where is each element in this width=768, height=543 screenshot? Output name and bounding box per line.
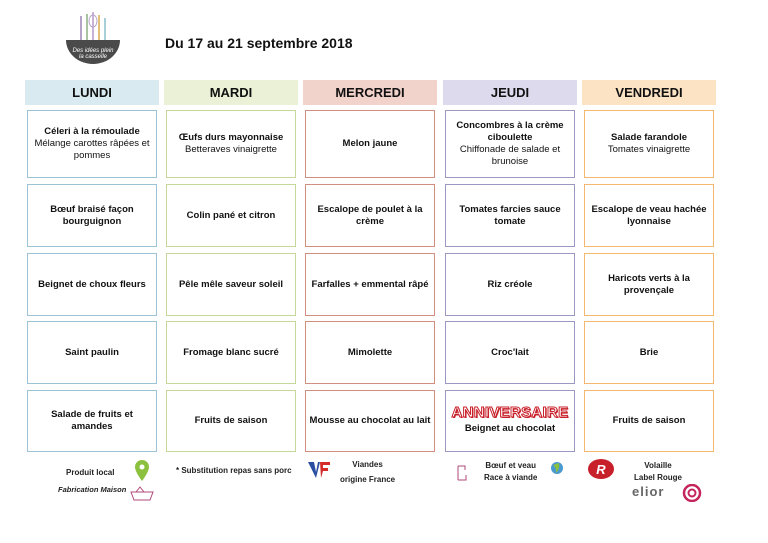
meal-cell [166, 390, 296, 452]
meal-cell [445, 253, 575, 316]
meal-main: Beignet au chocolat [464, 423, 556, 434]
meal-cell [27, 110, 157, 178]
meal-cell [445, 321, 575, 384]
meal-cell [166, 321, 296, 384]
day-header-jeudi: JEUDI [443, 80, 577, 105]
meal-cell [584, 184, 714, 247]
meal-cell [305, 390, 435, 452]
viandes-de-france-icon [308, 462, 330, 478]
meal-cell [584, 110, 714, 178]
day-header-mercredi: MERCREDI [303, 80, 437, 105]
legend-volaille-line1: Volaille [644, 461, 672, 470]
meal-cell [305, 253, 435, 316]
meal-cell [445, 184, 575, 247]
meal-cell [305, 321, 435, 384]
legend-viandes [340, 458, 395, 486]
meal-cell [27, 253, 157, 316]
meal-main: Farfalles + emmental râpé [311, 278, 429, 290]
meal-secondary: Mélange carottes râpées et pommes [34, 138, 150, 161]
meal-cell [305, 110, 435, 178]
legend-substitution: * Substitution repas sans porc [176, 466, 292, 475]
meal-main: Concombres à la crème ciboulette [456, 120, 564, 143]
meal-cell [584, 321, 714, 384]
legend-boeuf-line1: Bœuf et veau [485, 461, 537, 470]
meal-main: Beignet de choux fleurs [38, 278, 146, 290]
meal-cell [445, 110, 575, 178]
meal-cell [584, 253, 714, 316]
meal-main: Œufs durs mayonnaise [178, 132, 284, 143]
meal-cell [27, 390, 157, 452]
location-pin-icon [134, 460, 150, 482]
meal-main: Fromage blanc sucré [183, 346, 279, 358]
meal-main: Salade farandole [610, 132, 688, 143]
legend-boeuf-line2: Race à viande [484, 473, 538, 482]
day-header-vendredi: VENDREDI [582, 80, 716, 105]
anniversaire-banner: ANNIVERSAIRE [451, 404, 569, 421]
cow-icon [455, 464, 469, 482]
legend-viandes-line1: Viandes [352, 460, 383, 469]
meal-secondary: Betteraves vinaigrette [185, 144, 277, 155]
meal-main: Haricots verts à la provençale [608, 272, 690, 296]
meal-main: Mimolette [347, 346, 393, 358]
meal-secondary: Tomates vinaigrette [607, 144, 691, 155]
meal-main: Saint paulin [65, 346, 119, 358]
meal-main: Fruits de saison [194, 415, 268, 426]
cooking-pot-icon [128, 484, 156, 502]
meal-cell [445, 390, 575, 452]
meal-main: Mousse au chocolat au lait [309, 415, 431, 426]
meal-secondary: Chiffonade de salade et brunoise [459, 144, 561, 167]
meal-cell [305, 184, 435, 247]
day-header-lundi: LUNDI [25, 80, 159, 105]
legend-boeuf [484, 460, 537, 484]
meal-main: Brie [639, 346, 659, 358]
meal-main: Salade de fruits et amandes [51, 409, 133, 432]
legend-volaille-line2: Label Rouge [634, 473, 683, 482]
meal-cell [27, 321, 157, 384]
meal-cell [166, 184, 296, 247]
meal-main: Colin pané et citron [186, 209, 276, 221]
globe-icon [550, 459, 564, 475]
meal-main: Tomates farcies sauce tomate [459, 203, 561, 227]
meal-main: Céleri à la rémoulade [44, 126, 140, 137]
legend-viandes-line2: origine France [340, 475, 396, 484]
elior-logo: elior [632, 484, 665, 499]
meal-main: Riz créole [487, 278, 533, 290]
svg-text:la casselle: la casselle [78, 54, 108, 60]
meal-main: Escalope de poulet à la crème [317, 203, 423, 227]
meal-main: Fruits de saison [612, 415, 686, 426]
menu-period-title: Du 17 au 21 septembre 2018 [165, 35, 353, 51]
day-header-mardi: MARDI [164, 80, 298, 105]
legend-fabrication-maison: Fabrication Maison [58, 485, 127, 494]
meal-main: Bœuf braisé façon bourguignon [50, 203, 134, 227]
meal-main: Melon jaune [342, 138, 398, 149]
elior-swirl-icon [682, 484, 702, 502]
logo [64, 12, 122, 64]
legend-produit-local: Produit local [66, 468, 115, 477]
meal-main: Croc'lait [491, 346, 529, 358]
svg-text:Des idées plein: Des idées plein [72, 48, 114, 54]
label-rouge-icon [587, 458, 615, 480]
legend-volaille [634, 460, 682, 484]
meal-cell [166, 110, 296, 178]
svg-text:R: R [596, 462, 606, 477]
meal-cell [27, 184, 157, 247]
meal-main: Escalope de veau hachée lyonnaise [591, 203, 707, 227]
meal-main: Pêle mêle saveur soleil [178, 278, 284, 290]
meal-cell [584, 390, 714, 452]
meal-cell [166, 253, 296, 316]
